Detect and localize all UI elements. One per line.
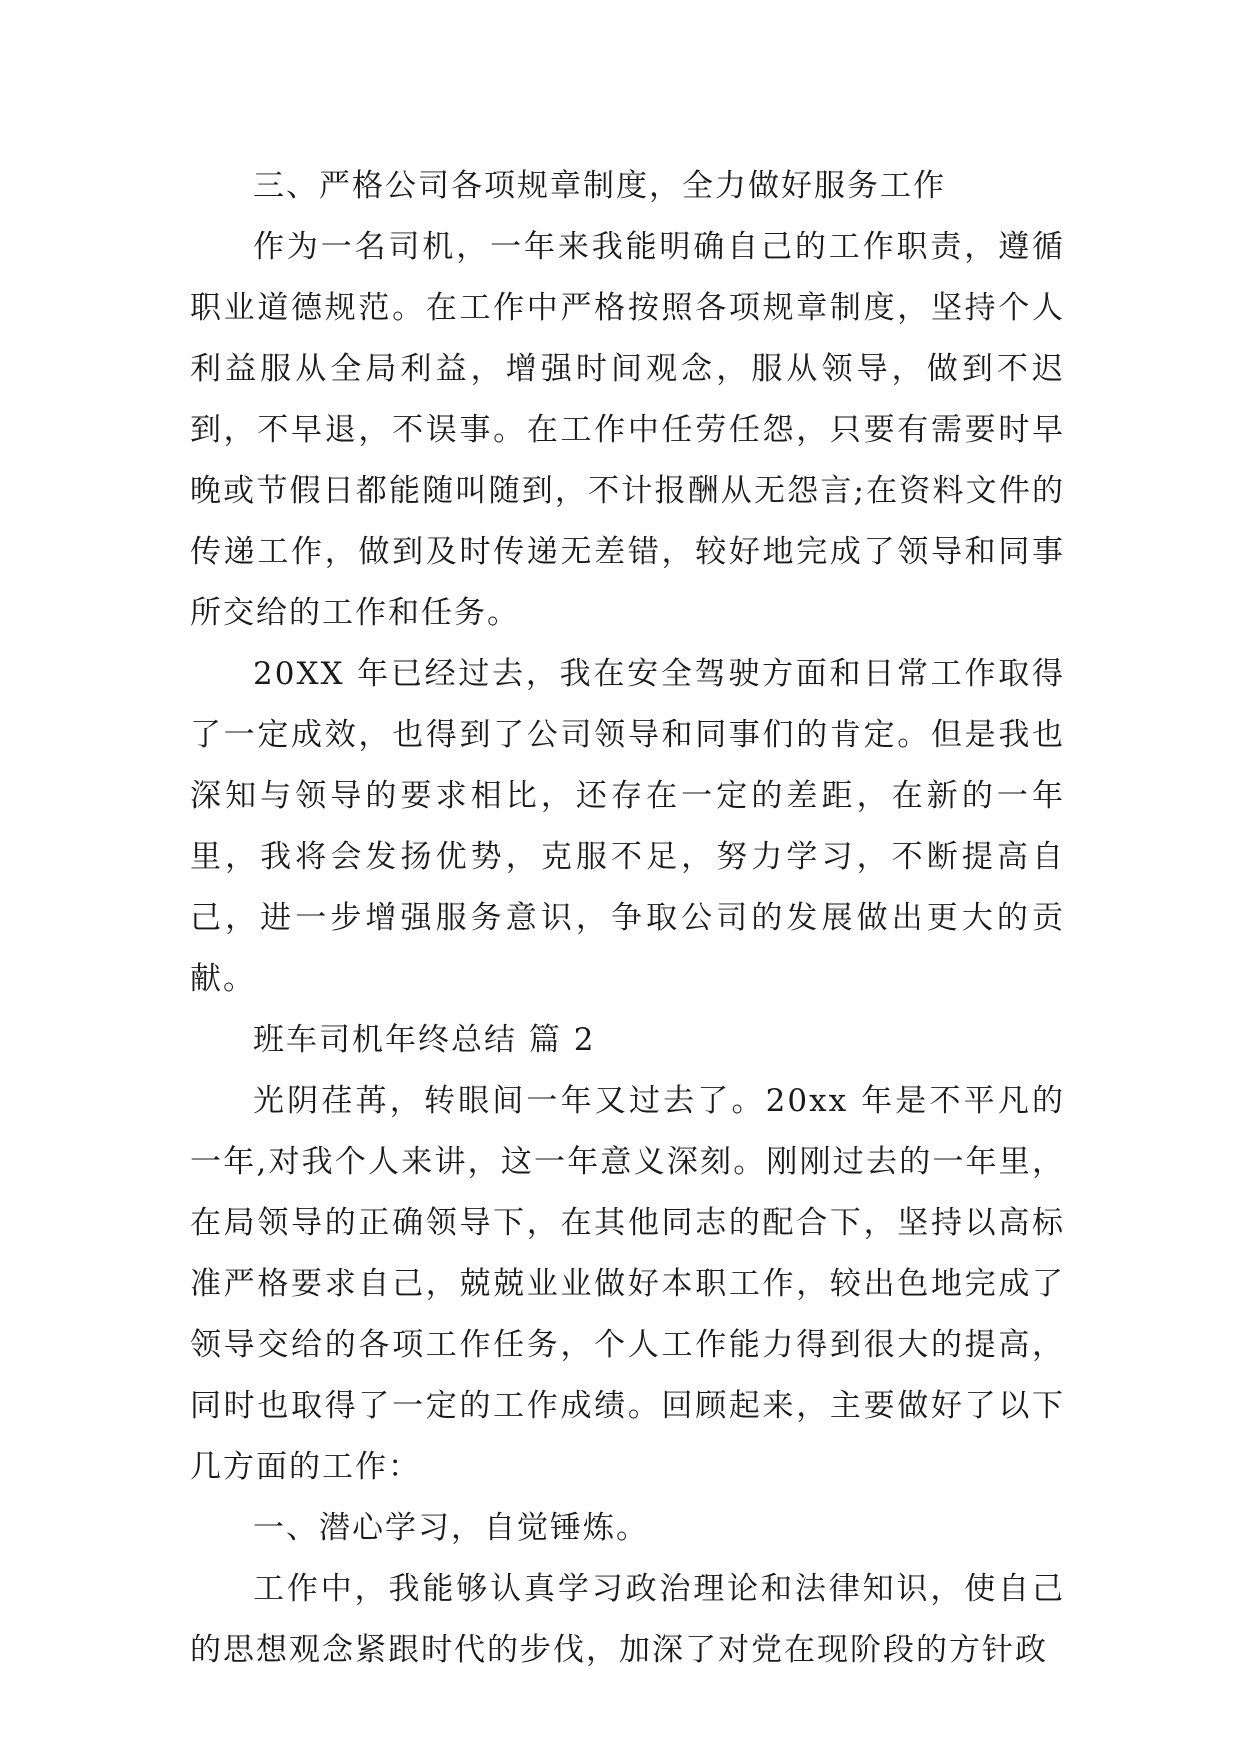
paragraph-driver-duty: 作为一名司机，一年来我能明确自己的工作职责，遵循职业道德规范。在工作中严格按照各项规章制度，坚持个人利益服从全局利益，增强时间观念，服从领导，做到不迟到，不早退，不误事。在工作中任劳任怨，只要有需要时早晚或节假日都能随叫随到，不计报酬从无怨言;在资料文件的传递工作，做到及时传递无差错，较好地完成了领导和同事所交给的工作和任务。 [190,229,1065,631]
article-title-part-2: 班车司机年终总结 篇 2 [253,1022,596,1058]
paragraph-year-summary: 20XX 年已经过去，我在安全驾驶方面和日常工作取得了一定成效，也得到了公司领导和同事们的肯定。但是我也深知与领导的要求相比，还存在一定的差距，在新的一年里，我将会发扬优势，克服不足，努力学习，不断提高自己，进一步增强服务意识，争取公司的发展做出更大的贡献。 [190,656,1065,997]
document-body [190,156,1065,1681]
section-heading-three: 三、严格公司各项规章制度，全力做好服务工作 [253,168,946,204]
paragraph-study: 工作中，我能够认真学习政治理论和法律知识，使自己的思想观念紧跟时代的步伐，加深了对党在现阶段的方针政 [190,1571,1065,1668]
paragraph-intro-part-2: 光阴荏苒，转眼间一年又过去了。20xx 年是不平凡的一年,对我个人来讲，这一年意义深刻。刚刚过去的一年里，在局领导的正确领导下，在其他同志的配合下，坚持以高标准严格要求自己，兢兢业业做好本职工作，较出色地完成了领导交给的各项工作任务，个人工作能力得到很大的提高，同时也取得了一定的工作成绩。回顾起来，主要做好了以下几方面的工作： [190,1083,1065,1485]
section-heading-one: 一、潜心学习，自觉锤炼。 [253,1510,649,1546]
